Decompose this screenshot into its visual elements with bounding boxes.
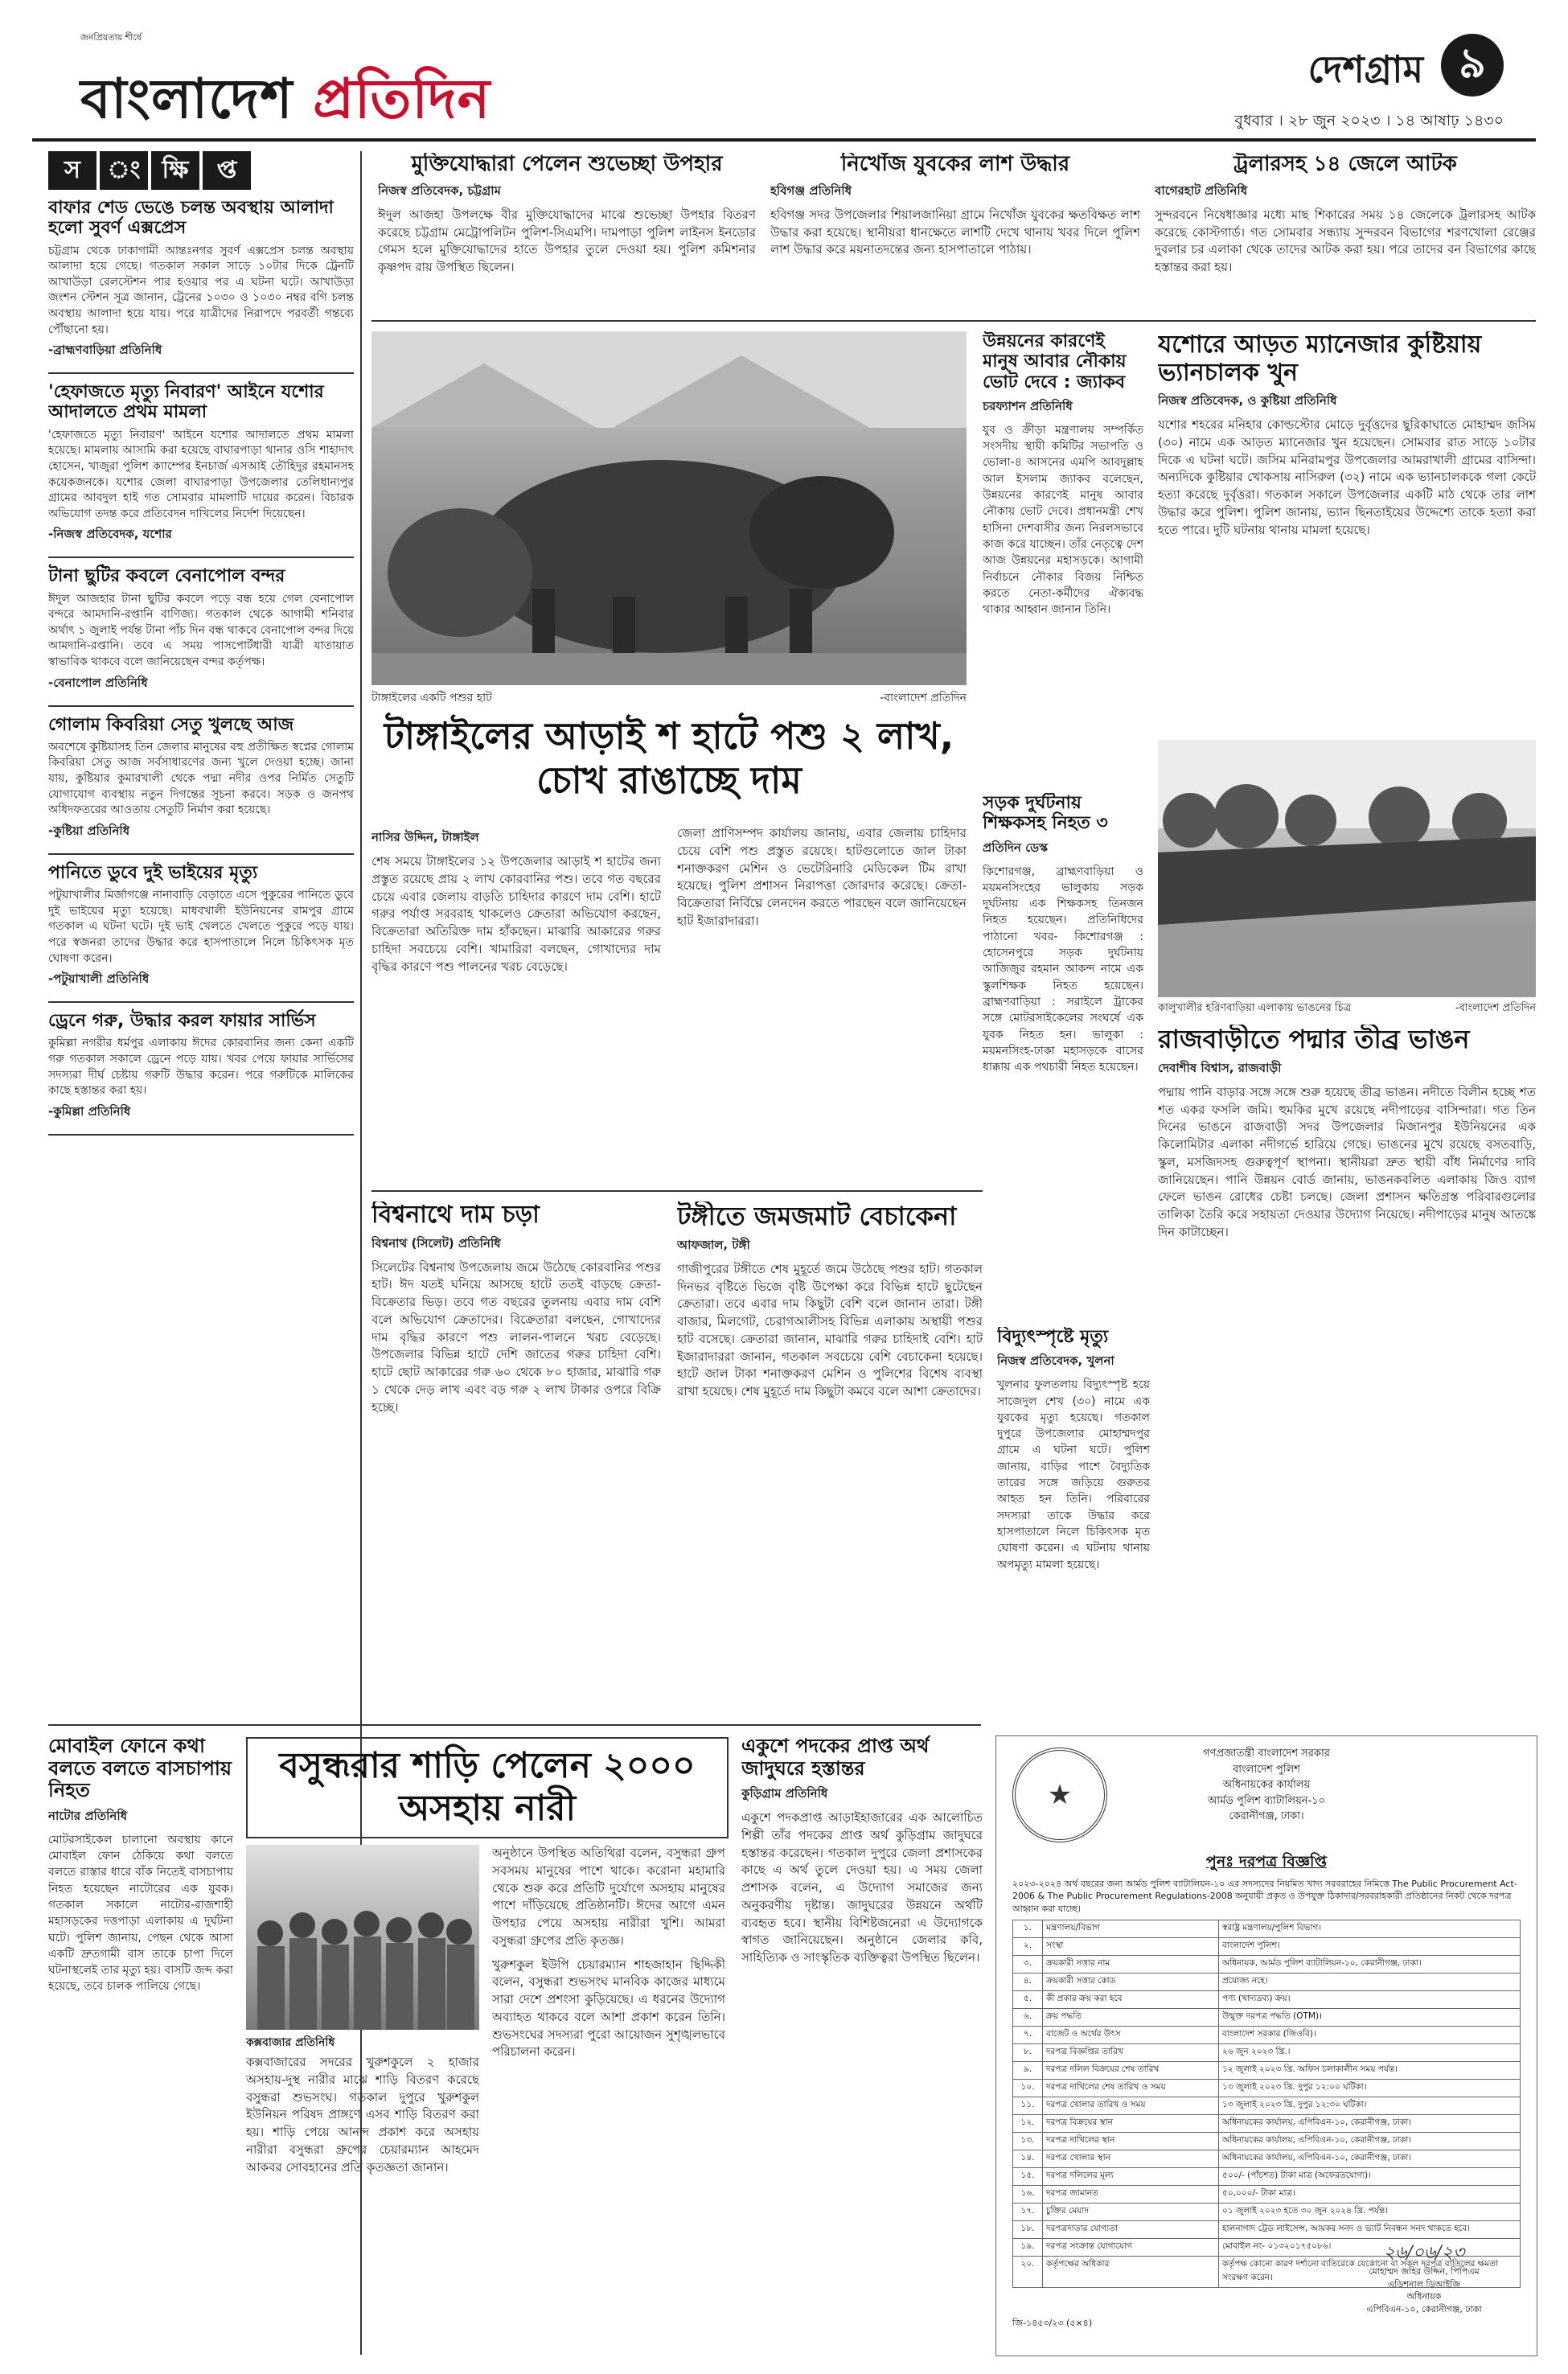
signer-title: অধিনায়ক — [1406, 2291, 1442, 2302]
bashundhara-col1 — [246, 2054, 479, 2351]
notice-row — [1013, 2204, 1521, 2221]
row-value: পণ্য (খাদ্যদ্রব্য) ক্রয়। — [1219, 1991, 1521, 2009]
strip-divider — [371, 320, 1536, 322]
caption-text: কালুখালীর হরিণবাড়িয়া এলাকায় ভাঙনের চিত্র — [1158, 1002, 1352, 1014]
page-number: ৯ — [1441, 34, 1504, 97]
row-serial: ১১. — [1013, 2097, 1043, 2115]
signer-name: মোহাম্মদ জহির উদ্দিন, পিপিএম — [1369, 2266, 1480, 2277]
row-serial: ৭. — [1013, 2027, 1043, 2044]
row-serial: ২. — [1013, 1938, 1043, 1956]
brief-body: ঈদুল আজহার টানা ছুটির কবলে পড়ে বন্ধ হয়ে গেল বেনাপোল বন্দরে আমদানি-রপ্তানি বাণিজ্য। গতকাল থেকে আগামী শনিবার অর্থাৎ ১ জুলাই পর্যন্ত টানা পাঁচ দিন বন্ধ থাকবে বেনাপোল বন্দর দিয়ে আমদানি-রপ্তানি। তবে এ সময় পাসপোর্টধারী যাত্রী যাতায়াত স্বাভাবিক থাকবে বলে জানিয়েছেন বন্দর কর্তৃপক্ষ। — [48, 592, 354, 668]
row-label: দরপত্র জামানত — [1043, 2186, 1219, 2204]
row-label: সংস্থা — [1043, 1938, 1219, 1956]
notice-row — [1013, 1974, 1521, 1991]
notice-row — [1013, 2133, 1521, 2150]
brief-item — [48, 198, 354, 374]
masthead-rule — [32, 138, 1536, 142]
row-label: দরপত্র দলিল বিক্রয়ের শেষ তারিখ — [1043, 2062, 1219, 2080]
row-label: দরপত্র দলিলের মূল্য — [1043, 2168, 1219, 2186]
article-body: অনুষ্ঠানে উপস্থিত অতিথিরা বলেন, বসুন্ধরা গ্রুপ সবসময় মানুষের পাশে থাকে। করোনা মহামারি থেকে শুরু করে প্রতিটি দুর্যোগে অসহায় মানুষের পাশে দাঁড়িয়েছে প্রতিষ্ঠানটি। ঈদের আগে এমন উপহার পেয়ে অসহায় নারীরা খুশি। আমরা বসুন্ধরা গ্রুপের প্রতি কৃতজ্ঞ। — [492, 1846, 725, 1948]
article-jessore-murder — [1158, 331, 1536, 733]
cattle-market-photo — [371, 331, 967, 685]
banner-letter: স — [48, 151, 96, 190]
notice-row — [1013, 1920, 1521, 1938]
row-label: দরপত্র বিজ্ঞপ্তির তারিখ — [1043, 2044, 1219, 2062]
row-value: ৫০০/- (পাঁচশত) টাকা মাত্র (অফেরতযোগ্য)। — [1219, 2168, 1521, 2186]
row-label: মন্ত্রণালয়/বিভাগ — [1043, 1920, 1219, 1938]
article-body: কিশোরগঞ্জ, ব্রাহ্মণবাড়িয়া ও ময়মনসিংহের ভালুকায় সড়ক দুর্ঘটনায় এক শিক্ষকসহ তিনজন নিহত হয়েছেন। প্রতিনিধিদের পাঠানো খবর- কিশোরগঞ্জ : হোসেনপুরে সড়ক দুর্ঘটনায় আজিজুর রহমান আকন্দ নামে এক স্কুলশিক্ষক নিহত হয়েছেন। ব্রাহ্মণবাড়িয়া : সরাইলে ট্রাকের সঙ্গে মোটরসাইকেলের সংঘর্ষে এক যুবক নিহত হন। ভালুকা : ময়মনসিংহ-ঢাকা মহাসড়কে বাসের ধাক্কায় এক পথচারী নিহত হয়েছেন। — [983, 865, 1143, 1074]
banner-letter: ং — [100, 151, 148, 190]
row-value: উন্মুক্ত দরপত্র পদ্ধতি (OTM)। — [1219, 2009, 1521, 2027]
row-label: দরপত্র দাখিলের শেষ তারিখ ও সময় — [1043, 2080, 1219, 2097]
article-body: একুশে পদকপ্রাপ্ত আড়াইহাজারের এক আলোচিত শিল্পী তাঁর পদকের প্রাপ্ত অর্থ কুড়িগ্রাম জাদুঘরে হস্তান্তর করেছেন। গতকাল দুপুরে জেলা প্রশাসকের কাছে এ অর্থ তুলে দেওয়া হয়। এ সময় জেলা প্রশাসক বলেন, এ উদ্যোগ সমাজের জন্য অনুকরণীয় দৃষ্টান্ত। জাদুঘরের উন্নয়নে অর্থটি ব্যবহৃত হবে। স্থানীয় বিশিষ্টজনেরা এ উদ্যোগকে স্বাগত জানিয়েছেন। অনুষ্ঠানে জেলার কবি, সাহিত্যিক ও সাংস্কৃতিক ব্যক্তিত্বরা উপস্থিত ছিলেন। — [741, 1810, 983, 1965]
row-label: ক্রয়কারী সত্তার নাম — [1043, 1956, 1219, 1974]
row-value: কর্তৃপক্ষ কোনো কারণ দর্শানো ব্যতিরেকে যেকোনো বা সকল দরপত্র বাতিলের ক্ষমতা সংরক্ষণ করেন। — [1219, 2257, 1521, 2288]
row-serial: ২০. — [1013, 2257, 1043, 2288]
org-line: আর্মড পুলিশ ব্যাটালিয়ন-১০ — [1207, 1794, 1326, 1807]
article-headline[interactable]: যশোরে আড়ত ম্যানেজার কুষ্টিয়ায় ভ্যানচালক খুন — [1158, 331, 1482, 387]
cattle-article-col2 — [677, 825, 967, 1179]
row-serial: ৩. — [1013, 1956, 1043, 1974]
article-body: ঈদুল আজহা উপলক্ষে বীর মুক্তিযোদ্ধাদের মাঝে শুভেচ্ছা উপহার বিতরণ করেছে চট্টগ্রাম মেট্রোপলিটন পুলিশ-সিএমপি। দামপাড়া পুলিশ লাইনস ইনডোর গেমস হলে মুক্তিযোদ্ধাদের হাতে উপহার তুলে দেওয়া হয়। পুলিশ কমিশনার কৃষ্ণপদ রায় উপস্থিত ছিলেন। — [378, 207, 756, 275]
bashundhara-col2 — [492, 1845, 725, 2351]
article-byline: প্রতিদিন ডেস্ক — [983, 840, 1049, 855]
row-label: ক্রয়কারী সত্তার কোড — [1043, 1974, 1219, 1991]
caption-credit: -বাংলাদেশ প্রতিদিন — [880, 692, 967, 704]
row-value: অধিনায়কের কার্যালয়, এপিবিএন-১০, কেরানীগঞ্জ, ঢাকা। — [1219, 2150, 1521, 2168]
brand-accent: প্রতিদিন — [313, 67, 491, 131]
article-padma-erosion — [1158, 1025, 1536, 1346]
caption-text: টাঙ্গাইলের একটি পশুর হাট — [371, 692, 492, 704]
photo-caption — [246, 2033, 479, 2052]
article-bishwanath — [371, 1201, 661, 1652]
article-body: যুব ও ক্রীড়া মন্ত্রণালয় সম্পর্কিত সংসদীয় স্থায়ী কমিটির সভাপতি ও ভোলা-৪ আসনের এমপি আবদুল্লাহ আল ইসলাম জ্যাকব বলেছেন, উন্নয়নের কারণেই মানুষ আবার নৌকায় ভোট দেবে। প্রধানমন্ত্রী শেখ হাসিনা দেশবাসীর জন্য নিরলসভাবে কাজ করে যাচ্ছেন। তাঁর নেতৃত্বে দেশ আজ উন্নয়নের মহাসড়কে। আগামী নির্বাচনে নৌকার বিজয় নিশ্চিত করতে নেতা-কর্মীদের ঐক্যবদ্ধ থাকার আহ্বান জানান তিনি। — [983, 423, 1143, 617]
handwritten-signature: ২৬/০৬/২৩ — [1383, 2242, 1465, 2263]
section-name: দেশগ্রাম — [1307, 47, 1423, 91]
brief-credit: -নিজস্ব প্রতিবেদক, যশোর — [48, 527, 172, 542]
row-value: স্বরাষ্ট্র মন্ত্রণালয়/পুলিশ বিভাগ। — [1219, 1920, 1521, 1938]
notice-intro: ২০২৩-২০২৪ অর্থ বছরের জন্য আর্মড পুলিশ ব্যাটালিয়ন-১০ এর সদস্যদের নিয়মিত খাদ্য সরবরাহের নিমিত্তে The Public Procurement Act-2006 & The Public Procurement Regulations-2008 অনুযায়ী প্রকৃত ও উপযুক্ত ঠিকাদার/সরবরাহকারী প্রতিষ্ঠানের নিকট থেকে দরপত্র আহ্বান করা যাচ্ছে। — [1012, 1879, 1517, 1914]
article-road-accident — [983, 793, 1143, 1316]
brief-item — [48, 382, 354, 558]
notice-row — [1013, 2097, 1521, 2115]
brief-headline[interactable]: বাফার শেড ভেঙে চলন্ত অবস্থায় আলাদা হলো সুবর্ণ এক্সপ্রেস — [48, 198, 334, 239]
row-value: প্রযোজ্য নহে। — [1219, 1974, 1521, 1991]
banner-letter: প্ত — [203, 151, 251, 190]
section-divider — [48, 1724, 981, 1726]
notice-row — [1013, 2221, 1521, 2239]
article-mobile-death — [48, 1735, 233, 2355]
article-headline[interactable]: বিশ্বনাথে দাম চড়া — [371, 1201, 540, 1229]
erosion-photo — [1158, 740, 1536, 997]
notice-org — [996, 1746, 1537, 1825]
article-headline[interactable]: টঙ্গীতে জমজমাট বেচাকেনা — [677, 1201, 957, 1231]
notice-row — [1013, 2080, 1521, 2097]
brief-credit: -ব্রাহ্মণবাড়িয়া প্রতিনিধি — [48, 343, 162, 358]
photo-caption — [1158, 1000, 1536, 1017]
brief-body: অবশেষে কুষ্টিয়াসহ তিন জেলার মানুষের বহু প্রতীক্ষিত স্বপ্নের গোলাম কিবরিয়া সেতু আজ সর্বসাধারণের জন্য খুলে দেওয়া হচ্ছে। জানা যায়, কুষ্টিয়ার কুমারখালী থেকে পদ্মা নদীর ওপর নির্মিত সেতুটি যোগাযোগ ব্যবস্থায় নতুন দিগন্তের সূচনা করবে। সড়ক ও জনপথ অধিদফতরের আওতায় সেতুটি নির্মাণ করা হয়েছে। — [48, 740, 354, 817]
row-serial: ৪. — [1013, 1974, 1043, 1991]
brief-item — [48, 715, 354, 855]
row-label: কর্তৃপক্ষের অধিকার — [1043, 2257, 1219, 2288]
brief-item — [48, 863, 354, 1003]
main-headline[interactable]: টাঙ্গাইলের আড়াই শ হাটে পশু ২ লাখ, চোখ রাঙাচ্ছে দাম — [384, 714, 954, 803]
row-label: দরপত্র খোলার স্থান — [1043, 2150, 1219, 2168]
row-label: কী প্রকার ক্রয় করা হবে — [1043, 1991, 1219, 2009]
brand-tagline: জনপ্রিয়তায় শীর্ষে — [80, 32, 142, 43]
org-line: কেরানীগঞ্জ, ঢাকা। — [1229, 1810, 1304, 1822]
article-body: যশোর শহরের মনিহার কোল্ডস্টোর মোড়ে দুর্বৃত্তদের ছুরিকাঘাতে মোহাম্মদ জসিম (৩০) নামে এক আড়ত ম্যানেজার খুন হয়েছেন। সোমবার রাত সাড়ে ১০টার দিকে এ ঘটনা ঘটে। জসিম মনিরামপুর উপজেলার আমরাখালী গ্রামের বাসিন্দা। অন্যদিকে কুষ্টিয়ার খোকসায় নাসিরুল (৩২) নামে এক ভ্যানচালককে গলা কেটে হত্যা করেছে দুর্বৃত্তরা। গতকাল সকালে উপজেলার একটি মাঠ থেকে তার লাশ উদ্ধার করে পুলিশ। পুলিশ জানায়, ভ্যান ছিনতাইয়ের উদ্দেশ্যে তাকে হত্যা করা হতে পারে। দুটি ঘটনায় থানায় মামলা হয়েছে। — [1158, 417, 1536, 537]
notice-row — [1013, 1991, 1521, 2009]
article-byline: নিজস্ব প্রতিবেদক, খুলনা — [997, 1353, 1114, 1369]
article-byline: কুড়িগ্রাম প্রতিনিধি — [741, 1786, 828, 1801]
brief-credit: -বেনাপোল প্রতিনিধি — [48, 675, 148, 690]
row-serial: ৬. — [1013, 2009, 1043, 2027]
briefs-banner — [48, 151, 354, 190]
row-value: ১৩ জুলাই ২০২৩ খ্রি. দুপুর ১২:০০ ঘটিকা। — [1219, 2080, 1521, 2097]
brief-headline[interactable]: পানিতে ডুবে দুই ভাইয়ের মৃত্যু — [48, 862, 258, 883]
crowd-illustration — [246, 1845, 479, 2030]
brief-headline[interactable]: গোলাম কিবরিয়া সেতু খুলছে আজ — [48, 714, 294, 735]
notice-row — [1013, 2062, 1521, 2080]
article-headline[interactable]: সড়ক দুর্ঘটনায় শিক্ষকসহ নিহত ৩ — [983, 793, 1108, 834]
notice-signature-block — [1344, 2241, 1504, 2315]
brief-credit: -কুষ্টিয়া প্রতিনিধি — [48, 823, 130, 838]
article-byline: আফজাল, টঙ্গী — [677, 1237, 750, 1252]
article-headline[interactable]: একুশে পদকের প্রাপ্ত অর্থ জাদুঘরে হস্তান্তর — [741, 1735, 930, 1780]
row-serial: ১৮. — [1013, 2221, 1043, 2239]
article-body: মোটরসাইকেল চালানো অবস্থায় কানে মোবাইল ফোন ঠেকিয়ে কথা বলতে বলতে রাস্তার ধারে বাঁক নিতেই বাসচাপায় নিহত হয়েছেন নাটোরের এক যুবক। গতকাল সকালে নাটোর-রাজশাহী মহাসড়কের দত্তপাড়া এলাকায় এ দুর্ঘটনা ঘটে। পুলিশ জানায়, পেছন থেকে আসা একটি দ্রুতগামী বাস তাকে চাপা দিলে ঘটনাস্থলেই তার মৃত্যু হয়। বাসটি জব্দ করা হয়েছে, তবে চালক পালিয়ে গেছে। — [48, 1833, 233, 1994]
row-label: দরপত্র দাখিলের স্থান — [1043, 2133, 1219, 2150]
cattle-illustration — [371, 331, 967, 685]
row-label: বাজেট ও অর্থের উৎস — [1043, 2027, 1219, 2044]
row-value: হালনাগাদ ট্রেড লাইসেন্স, আয়কর সনদ ও ভ্যাট নিবন্ধন সনদ থাকতে হবে। — [1219, 2221, 1521, 2239]
notice-row — [1013, 2115, 1521, 2133]
article-body: খুরুশকুল ইউপি চেয়ারম্যান শাহজাহান ছিদ্দিকী বলেন, বসুন্ধরা শুভসংঘ মানবিক কাজের মাধ্যমে সারা দেশে প্রশংসা কুড়িয়েছে। এ ধরনের উদ্যোগ অব্যাহত থাকবে বলে আশা প্রকাশ করেন তিনি। শুভসংঘের সদস্যরা পুরো আয়োজন সুশৃঙ্খলভাবে পরিচালনা করেন। — [492, 1957, 725, 2060]
row-value: বাংলাদেশ পুলিশ। — [1219, 1938, 1521, 1956]
article-body: হবিগঞ্জ সদর উপজেলার শিয়ালজানিয়া গ্রামে নিখোঁজ যুবকের ক্ষতবিক্ষত লাশ উদ্ধার করা হয়েছে। স্থানীয়রা ধানক্ষেতে লাশটি দেখে থানায় খবর দিলে পুলিশ লাশ উদ্ধার করে ময়নাতদন্তের জন্য হাসপাতালে পাঠায়। — [770, 207, 1140, 257]
brief-body: কুমিল্লা নগরীর ধর্মপুর এলাকায় ঈদের কোরবানির জন্য কেনা একটি গরু গতকাল সকালে ড্রেনে পড়ে যায়। খবর পেয়ে ফায়ার সার্ভিসের সদস্যরা দীর্ঘ চেষ্টায় গরুটি উদ্ধার করেন। পরে গরুটিকে মালিকের কাছে হস্তান্তর করা হয়। — [48, 1037, 354, 1098]
article-byline: নাটোর প্রতিনিধি — [48, 1808, 128, 1823]
row-serial: ১৫. — [1013, 2168, 1043, 2186]
section-divider — [371, 1190, 983, 1192]
photo-caption — [371, 688, 967, 708]
row-value: অধিনায়কের কার্যালয়, এপিবিএন-১০, কেরানীগঞ্জ, ঢাকা। — [1219, 2133, 1521, 2150]
brief-item — [48, 566, 354, 706]
article-headline[interactable]: রাজবাড়ীতে পদ্মার তীব্র ভাঙন — [1158, 1025, 1470, 1054]
row-value: ০১ জুলাই ২০২৩ হতে ৩০ জুন ২০২৪ খ্রি. পর্যন্ত। — [1219, 2204, 1521, 2221]
article-body: গাজীপুরের টঙ্গীতে শেষ মুহূর্তে জমে উঠেছে পশুর হাট। গতকাল দিনভর বৃষ্টিতে ভিজে বৃষ্টি উপেক্ষা করে বিভিন্ন হাটে ছুটেছেন ক্রেতারা। তবে এবার দাম কিছুটা বেশি বলে জানান তারা। টঙ্গী বাজার, মিলগেট, চেরাগআলীসহ বিভিন্ন এলাকায় অস্থায়ী পশুর হাট বসেছে। ক্রেতারা জানান, মাঝারি গরুর চাহিদাই বেশি। হাট ইজারাদাররা জানান, গতকাল সবচেয়ে বেশি বেচাকেনা হয়েছে। হাটে জাল টাকা শনাক্তকরণ মেশিন ও পুলিশের বিশেষ ব্যবস্থা রাখা হয়েছে। শেষ মুহূর্তে দাম কিছুটা কমবে বলে আশা ক্রেতাদের। — [677, 1261, 983, 1399]
signer-rank: এডিশনাল ডিআইজি — [1387, 2278, 1461, 2290]
notice-row — [1013, 2186, 1521, 2204]
tender-notice — [995, 1735, 1537, 2356]
article-body: খুলনার ফুলতলায় বিদ্যুৎস্পৃষ্ট হয়ে সাজেদুল শেখ (৩০) নামে এক যুবকের মৃত্যু হয়েছে। গতকাল দুপুরে উপজেলার মোহাম্মদপুর গ্রামে এ ঘটনা ঘটে। পুলিশ জানায়, বাড়ির পাশে বৈদ্যুতিক তারের সঙ্গে জড়িয়ে গুরুতর আহত হন তিনি। পরিবারের সদস্যরা তাকে উদ্ধার করে হাসপাতালে নিলে চিকিৎসক মৃত ঘোষণা করেন। এ ঘটনায় থানায় অপমৃত্যু মামলা হয়েছে। — [997, 1378, 1150, 1571]
article-byline: বাগেরহাট প্রতিনিধি — [1155, 183, 1248, 198]
article-byline: হবিগঞ্জ প্রতিনিধি — [770, 183, 852, 198]
article-freedom-fighters — [378, 153, 756, 314]
notice-row — [1013, 1956, 1521, 1974]
row-serial: ১. — [1013, 1920, 1043, 1938]
row-serial: ৮. — [1013, 2044, 1043, 2062]
article-headline[interactable]: নিখোঁজ যুবকের লাশ উদ্ধার — [840, 153, 1070, 176]
notice-row — [1013, 2044, 1521, 2062]
row-value: ১২ জুলাই ২০২৩ খ্রি. অফিস চলাকালীন সময় পর্যন্ত। — [1219, 2062, 1521, 2080]
brief-body: 'হেফাজতে মৃত্যু নিবারণ' আইনে যশোর আদালতে প্রথম মামলা হয়েছে। মামলায় আসামি করা হয়েছে বাঘারপাড়া থানার ওসি শাহাদাৎ হোসেন, খাজুরা পুলিশ ক্যাম্পের ইনচার্জ এসআই তৌহিদুর রহমানসহ কয়েকজনকে। যশোর জেলা বাঘারপাড়া উপজেলার তেলিধান্যপুর গ্রামের আবদুল হাই গত সোমবার মামলাটি দায়ের করেন। বিচারক অভিযোগ তদন্ত করে প্রতিবেদন দাখিলের নির্দেশ দিয়েছেন। — [48, 428, 354, 520]
brief-body: চট্টগ্রাম থেকে ঢাকাগামী আন্তঃনগর সুবর্ণ এক্সপ্রেস চলন্ত অবস্থায় আলাদা হয়ে গেছে। গতকাল সকাল সাড়ে ১০টার দিকে ট্রেনটি আখাউড়া রেলস্টেশন পার হওয়ার পর এ ঘটনা ঘটে। আখাউড়া জংশন স্টেশন সূত্র জানান, ট্রেনের ১০৩০ ও ১০৩০ নম্বর বগি চলন্ত অবস্থায় আলাদা হয়ে যায়। পরে যাত্রীদের নিরাপদে পরবর্তী গন্তব্যে পৌঁছানো হয়। — [48, 244, 354, 336]
row-value: মোবাইল নং- ০১৩২০১৭৫০৮৬। — [1219, 2239, 1521, 2257]
brand-logo — [80, 56, 491, 148]
caption-credit: -বাংলাদেশ প্রতিদিন — [1455, 1002, 1536, 1014]
row-value: ৫০,০০০/- টাকা মাত্র। — [1219, 2186, 1521, 2204]
notice-ref: জি-১৪৫৩/২৩ (৫×৪) — [1012, 2318, 1093, 2328]
row-label: ক্রয় পদ্ধতি — [1043, 2009, 1219, 2027]
riverbank-illustration — [1158, 740, 1536, 997]
row-value: ১৩ জুলাই ২০২৩ খ্রি. দুপুর ১২:৩০ ঘটিকা। — [1219, 2097, 1521, 2115]
row-serial: ১৬. — [1013, 2186, 1043, 2204]
row-serial: ৫. — [1013, 1991, 1043, 2009]
row-serial: ১৭. — [1013, 2204, 1043, 2221]
article-body: জেলা প্রাণিসম্পদ কার্যালয় জানায়, এবার জেলায় চাহিদার চেয়ে বেশি পশু প্রস্তুত রয়েছে। হাটগুলোতে জাল টাকা শনাক্তকরণ মেশিন ও ভেটেরিনারি মেডিকেল টিম রাখা হয়েছে। পুলিশ প্রশাসন নিরাপত্তা জোরদার করেছে। ক্রেতা-বিক্রেতারা নির্বিঘ্নে লেনদেন করতে পারছেন বলে জানিয়েছেন হাট ইজারাদাররা। — [677, 826, 967, 928]
notice-row — [1013, 1938, 1521, 1956]
brief-headline[interactable]: 'হেফাজতে মৃত্যু নিবারণ' আইনে যশোর আদালতে প্রথম মামলা — [48, 382, 324, 423]
bashundhara-photo — [246, 1845, 479, 2030]
brief-headline[interactable]: টানা ছুটির কবলে বেনাপোল বন্দর — [48, 566, 285, 587]
article-headline[interactable]: মুক্তিযোদ্ধারা পেলেন শুভেচ্ছা উপহার — [411, 153, 723, 176]
row-serial: ১৪. — [1013, 2150, 1043, 2168]
org-line: গণপ্রজাতন্ত্রী বাংলাদেশ সরকার — [1203, 1748, 1330, 1760]
police-emblem-icon: ★ — [1012, 1748, 1107, 1842]
row-serial: ১৯. — [1013, 2239, 1043, 2257]
article-jacob — [983, 331, 1143, 782]
article-body: সুন্দরবনে নিষেধাজ্ঞার মধ্যে মাছ শিকারের সময় ১৪ জেলেকে ট্রলারসহ আটক করেছে কোস্টগার্ড। গত সোমবার সন্ধ্যায় সুন্দরবন বিভাগের শরণখোলা রেঞ্জের দুবলার চর এলাকা থেকে তাদের আটক করা হয়। পরে তাদের বন বিভাগের কাছে হস্তান্তর করা হয়। — [1155, 207, 1536, 275]
row-label: চুক্তির মেয়াদ — [1043, 2204, 1219, 2221]
article-headline[interactable]: মোবাইল ফোনে কথা বলতে বলতে বাসচাপায় নিহত — [48, 1735, 232, 1802]
notice-row — [1013, 2150, 1521, 2168]
article-byline: নাসির উদ্দিন, টাঙ্গাইল — [371, 830, 479, 844]
article-byline: দেবাশীষ বিশ্বাস, রাজবাড়ী — [1158, 1060, 1282, 1075]
notice-title: পুনঃ দরপত্র বিজ্ঞপ্তি — [1205, 1853, 1328, 1871]
brief-item — [48, 1011, 354, 1136]
org-line: অধিনায়কের কার্যালয় — [1222, 1779, 1311, 1791]
article-tongi — [677, 1201, 983, 1652]
bashundhara-headline[interactable]: বসুন্ধরার শাড়ি পেলেন ২০০০ অসহায় নারী — [246, 1737, 729, 1838]
article-headline[interactable]: ট্রলারসহ ১৪ জেলে আটক — [1233, 153, 1457, 176]
brief-credit: -পটুয়াখালী প্রতিনিধি — [48, 971, 150, 987]
row-value: অধিনায়ক, আর্মড পুলিশ ব্যাটালিয়ন-১০, কেরানীগঞ্জ, ঢাকা। — [1219, 1956, 1521, 1974]
article-fishermen-arrested — [1155, 153, 1536, 314]
article-headline[interactable]: বিদ্যুৎস্পৃষ্টে মৃত্যু — [997, 1327, 1109, 1347]
caption-credit: কক্সবাজার প্রতিনিধি — [246, 2036, 335, 2049]
row-serial: ৯. — [1013, 2062, 1043, 2080]
article-headline[interactable]: উন্নয়নের কারণেই মানুষ আবার নৌকায় ভোট দেবে : জ্যাকব — [983, 331, 1127, 392]
row-value: ২৬ জুন ২০২৩ খ্রি.। — [1219, 2044, 1521, 2062]
issue-date: বুধবার । ২৮ জুন ২০২৩ । ১৪ আষাঢ় ১৪৩০ — [1234, 112, 1504, 129]
row-value: বাংলাদেশ সরকার (জিওবি)। — [1219, 2027, 1521, 2044]
article-byline: বিশ্বনাথ (সিলেট) প্রতিনিধি — [371, 1235, 501, 1251]
brand-main: বাংলাদেশ — [80, 67, 293, 131]
article-electrocution — [997, 1327, 1150, 1665]
cattle-article-col1 — [371, 825, 661, 1179]
signer-unit: এপিবিএন-১০, কেরানীগঞ্জ, ঢাকা — [1366, 2303, 1482, 2314]
brief-body: পটুয়াখালীর মির্জাগঞ্জে নানাবাড়ি বেড়াতে এসে পুকুরের পানিতে ডুবে দুই ভাইয়ের মৃত্যু হয়েছে। মাধবখালী ইউনিয়নের রামপুর গ্রামে গতকাল এ ঘটনা ঘটে। দুই ভাই খেলতে খেলতে পুকুরে পড়ে যায়। পরে স্বজনরা তাদের উদ্ধার করে হাসপাতালে নিলে চিকিৎসক মৃত ঘোষণা করেন। — [48, 889, 354, 965]
article-missing-youth — [770, 153, 1140, 314]
notice-row — [1013, 2027, 1521, 2044]
row-label: দরপত্র সংক্রান্ত যোগাযোগ — [1043, 2239, 1219, 2257]
row-serial: ১০. — [1013, 2080, 1043, 2097]
notice-row — [1013, 2009, 1521, 2027]
article-body: শেষ সময়ে টাঙ্গাইলের ১২ উপজেলার আড়াই শ হাটের জন্য প্রস্তুত রয়েছে প্রায় ২ লাখ কোরবানির পশু। তবে গত বছরের চেয়ে এবার জেলায় বাড়তি চাহিদার কারণে দাম বেশি। হাটে গরুর পর্যাপ্ত সরবরাহ থাকলেও ক্রেতারা অভিযোগ করছেন, বিক্রেতারা অতিরিক্ত দাম হাঁকছেন। মাঝারি আকারের গরুর চাহিদা সবচেয়ে বেশি। খামারিরা বলছেন, গোখাদ্যের দাম বৃদ্ধির কারণে পশু পালনের খরচ বেড়েছে। — [371, 854, 661, 974]
masthead — [32, 26, 1536, 146]
row-serial: ১৩. — [1013, 2133, 1043, 2150]
article-byline: নিজস্ব প্রতিবেদক, ও কুষ্টিয়া প্রতিনিধি — [1158, 393, 1337, 408]
article-body: পদ্মায় পানি বাড়ার সঙ্গে সঙ্গে শুরু হয়েছে তীব্র ভাঙন। নদীতে বিলীন হচ্ছে শত শত একর ফসলি জমি। হুমকির মুখে রয়েছে নদীপাড়ের বাসিন্দারা। গত তিন দিনের ভাঙনে রাজবাড়ী সদর উপজেলার মিজানপুর ইউনিয়নের এক কিলোমিটার এলাকা নদীগর্ভে হারিয়ে গেছে। ভাঙনের মুখে রয়েছে বসতবাড়ি, স্কুল, মসজিদসহ গুরুত্বপূর্ণ স্থাপনা। স্থানীয়রা দ্রুত স্থায়ী বাঁধ নির্মাণের দাবি জানিয়েছেন। পানি উন্নয়ন বোর্ড জানায়, ভাঙনকবলিত এলাকায় জিও ব্যাগ ফেলে ভাঙন রোধের চেষ্টা চলছে। জেলা প্রশাসন ক্ষতিগ্রস্ত পরিবারগুলোর তালিকা তৈরি করে সহায়তা দেওয়ার উদ্যোগ নিয়েছে। নদীপাড়ের মানুষ আতঙ্কে দিন কাটাচ্ছেন। — [1158, 1084, 1536, 1239]
row-value: অধিনায়কের কার্যালয়, এপিবিএন-১০, কেরানীগঞ্জ, ঢাকা। — [1219, 2115, 1521, 2133]
org-line: বাংলাদেশ পুলিশ — [1233, 1763, 1300, 1776]
article-ekushey — [741, 1735, 983, 2355]
article-body: কক্সবাজারের সদরের খুরুশকুলে ২ হাজার অসহায়-দুস্থ নারীর মাঝে শাড়ি বিতরণ করেছে বসুন্ধরা শুভসংঘ। গতকাল দুপুরে খুরুশকুল ইউনিয়ন পরিষদ প্রাঙ্গণে এসব শাড়ি বিতরণ করা হয়। শাড়ি পেয়ে আনন্দ প্রকাশ করে অসহায় নারীরা বসুন্ধরা গ্রুপের চেয়ারম্যান আহমেদ আকবর সোবহানের প্রতি কৃতজ্ঞতা জানান। — [246, 2055, 479, 2175]
article-byline: চরফ্যাশন প্রতিনিধি — [983, 398, 1073, 413]
row-label: দরপত্র খোলার তারিখ ও সময় — [1043, 2097, 1219, 2115]
notice-table — [1012, 1920, 1521, 2288]
row-label: দরপত্রদাতার যোগ্যতা — [1043, 2221, 1219, 2239]
row-label: দরপত্র বিক্রয়ের স্থান — [1043, 2115, 1219, 2133]
row-serial: ১২. — [1013, 2115, 1043, 2133]
article-body: সিলেটের বিশ্বনাথ উপজেলায় জমে উঠেছে কোরবানির পশুর হাট। ঈদ যতই ঘনিয়ে আসছে হাটে ততই বাড়ছে ক্রেতা-বিক্রেতার ভিড়। তবে গত বছরের তুলনায় এবার দাম বেশি বলে অভিযোগ ক্রেতাদের। বিক্রেতারা বলছেন, গোখাদ্যের দাম বৃদ্ধির কারণে পশু লালন-পালনে খরচ বেড়েছে। উপজেলার বিভিন্ন হাটে দেশি জাতের গরুর চাহিদা বেশি। হাটে ছোট আকারের গরু ৬০ থেকে ৮০ হাজার, মাঝারি গরু ১ থেকে দেড় লাখ এবং বড় গরু ২ লাখ টাকার ওপরে বিক্রি হচ্ছে। — [371, 1259, 661, 1415]
banner-letter: ক্ষি — [151, 151, 199, 190]
article-byline: নিজস্ব প্রতিবেদক, চট্টগ্রাম — [378, 183, 501, 198]
notice-row — [1013, 2168, 1521, 2186]
brief-credit: -কুমিল্লা প্রতিনিধি — [48, 1103, 131, 1119]
brief-headline[interactable]: ড্রেনে গরু, উদ্ধার করল ফায়ার সার্ভিস — [48, 1011, 316, 1032]
